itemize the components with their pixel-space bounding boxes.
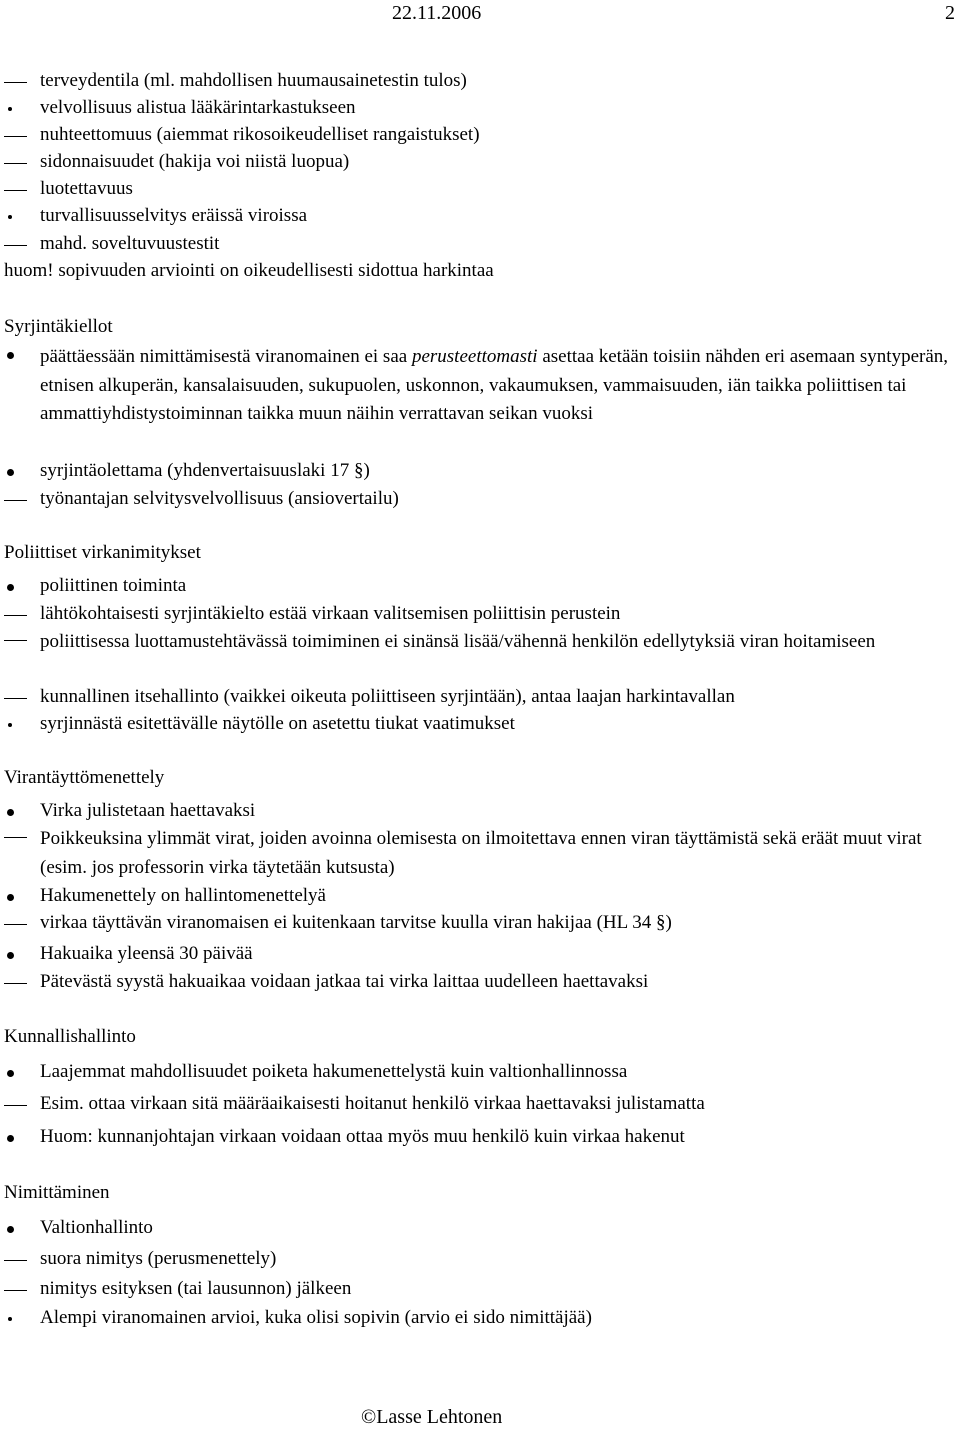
- bullet-icon: [7, 352, 14, 359]
- list-item-text: Valtionhallinto: [40, 1217, 153, 1238]
- list-item-text: Alempi viranomainen arvioi, kuka olisi sopivin (arvio ei sido nimittäjää): [40, 1307, 592, 1328]
- list-item-text: syrjinnästä esitettävälle näytölle on asetettu tiukat vaatimukset: [40, 713, 515, 734]
- section-heading-text: Syrjintäkiellot: [4, 316, 113, 337]
- list-item-text: suora nimitys (perusmenettely): [40, 1248, 277, 1269]
- dash-bullet-icon: [4, 1290, 27, 1291]
- dash-bullet-icon: [4, 698, 27, 699]
- list-item-text: Hakuaika yleensä 30 päivää: [40, 943, 253, 964]
- dash-bullet-icon: [4, 983, 27, 984]
- list-item-text: nuhteettomuus (aiemmat rikosoikeudelliset rangaistukset): [40, 124, 480, 145]
- section-heading-text: Nimittäminen: [4, 1182, 110, 1203]
- section-heading-text: Virantäyttömenettely: [4, 767, 165, 788]
- footer-copyright: ©Lasse Lehtonen: [361, 1406, 503, 1428]
- list-item-text: poliittisessa luottamustehtävässä toimiminen ei sinänsä lisää/vähennä henkilön edellytyksiä viran hoitamiseen: [40, 631, 876, 652]
- bullet-icon: [7, 1135, 14, 1142]
- bullet-icon: [7, 1070, 14, 1077]
- dash-bullet-icon: [4, 136, 27, 137]
- list-item-text: lähtökohtaisesti syrjintäkielto estää virkaan valitsemisen poliittisin perustein: [40, 603, 621, 624]
- dash-bullet-icon: [4, 1105, 27, 1106]
- list-item-text: Hakumenettely on hallintomenettelyä: [40, 885, 326, 906]
- list-item-text: Pätevästä syystä hakuaikaa voidaan jatkaa tai virka laittaa uudelleen haettavaksi: [40, 971, 649, 992]
- header-date: 22.11.2006: [392, 2, 482, 24]
- section-heading-text: Poliittiset virkanimitykset: [4, 542, 201, 563]
- dash-bullet-icon: [4, 640, 27, 641]
- emphasis-text: perusteettomasti: [411, 346, 538, 367]
- list-item-text: poliittinen toiminta: [40, 575, 187, 596]
- dash-bullet-icon: [4, 500, 27, 501]
- list-item-text: Huom: kunnanjohtajan virkaan voidaan ottaa myös muu henkilö kuin virkaa hakenut: [40, 1126, 685, 1147]
- list-item-text: terveydentila (ml. mahdollisen huumausainetestin tulos): [40, 70, 467, 91]
- bullet-icon: [8, 107, 12, 111]
- page-number: 2: [945, 2, 955, 24]
- dash-bullet-icon: [4, 924, 27, 925]
- section-heading-text: Kunnallishallinto: [4, 1026, 136, 1047]
- bullet-icon: [7, 894, 14, 901]
- note-text: huom! sopivuuden arviointi on oikeudellisesti sidottua harkintaa: [4, 260, 494, 281]
- list-item-text: kunnallinen itsehallinto (vaikkei oikeuta poliittiseen syrjintään), antaa laajan harkintavallan: [40, 686, 735, 707]
- bullet-icon: [7, 1226, 14, 1233]
- list-item-text: mahd. soveltuvuustestit: [40, 233, 220, 254]
- list-item-text: Virka julistetaan haettavaksi: [40, 800, 256, 821]
- list-item-text: nimitys esityksen (tai lausunnon) jälkeen: [40, 1278, 352, 1299]
- bullet-icon: [8, 215, 12, 219]
- dash-bullet-icon: [4, 82, 27, 83]
- list-item-text: Poikkeuksina ylimmät virat, joiden avoinna olemisesta on ilmoitettava ennen viran täyttämistä sekä eräät muut virat (esim. jos professorin virka täytetään kutsusta): [40, 828, 922, 878]
- text-run: päättäessään nimittämisestä viranomainen ei saa: [40, 346, 412, 367]
- list-item-text: virkaa täyttävän viranomaisen ei kuitenkaan tarvitse kuulla viran hakijaa (HL 34 §): [40, 912, 672, 933]
- list-item-text: [40, 343, 952, 429]
- dash-bullet-icon: [4, 190, 27, 191]
- list-item-text: työnantajan selvitysvelvollisuus (ansiovertailu): [40, 488, 399, 509]
- text-run: asettaa ketään toisiin nähden eri asemaan syntyperän, etnisen alkuperän, kansalaisuuden, sukupuolen, uskonnon, vakaumuksen, vammaisuuden, iän taikka poliittisen tai ammattiyhdistystoiminnan taikka muun näihin verrattavan seikan vuoksi: [40, 346, 949, 424]
- bullet-icon: [7, 469, 14, 476]
- list-item-text: Esim. ottaa virkaan sitä määräaikaisesti hoitanut henkilö virkaa haettavaksi julistamatta: [40, 1093, 705, 1114]
- list-item-text: Laajemmat mahdollisuudet poiketa hakumenettelystä kuin valtionhallinnossa: [40, 1061, 628, 1082]
- list-item-text: luotettavuus: [40, 178, 133, 199]
- dash-bullet-icon: [4, 163, 27, 164]
- dash-bullet-icon: [4, 837, 27, 838]
- list-item-text: velvollisuus alistua lääkärintarkastukseen: [40, 97, 356, 118]
- dash-bullet-icon: [4, 245, 27, 246]
- bullet-icon: [8, 723, 12, 727]
- bullet-icon: [7, 809, 14, 816]
- bullet-icon: [7, 584, 14, 591]
- bullet-icon: [8, 1317, 12, 1321]
- dash-bullet-icon: [4, 615, 27, 616]
- list-item-text: sidonnaisuudet (hakija voi niistä luopua): [40, 151, 350, 172]
- list-item-text: turvallisuusselvitys eräissä viroissa: [40, 205, 308, 226]
- dash-bullet-icon: [4, 1260, 27, 1261]
- list-item-text: syrjintäolettama (yhdenvertaisuuslaki 17 §): [40, 460, 370, 481]
- bullet-icon: [7, 952, 14, 959]
